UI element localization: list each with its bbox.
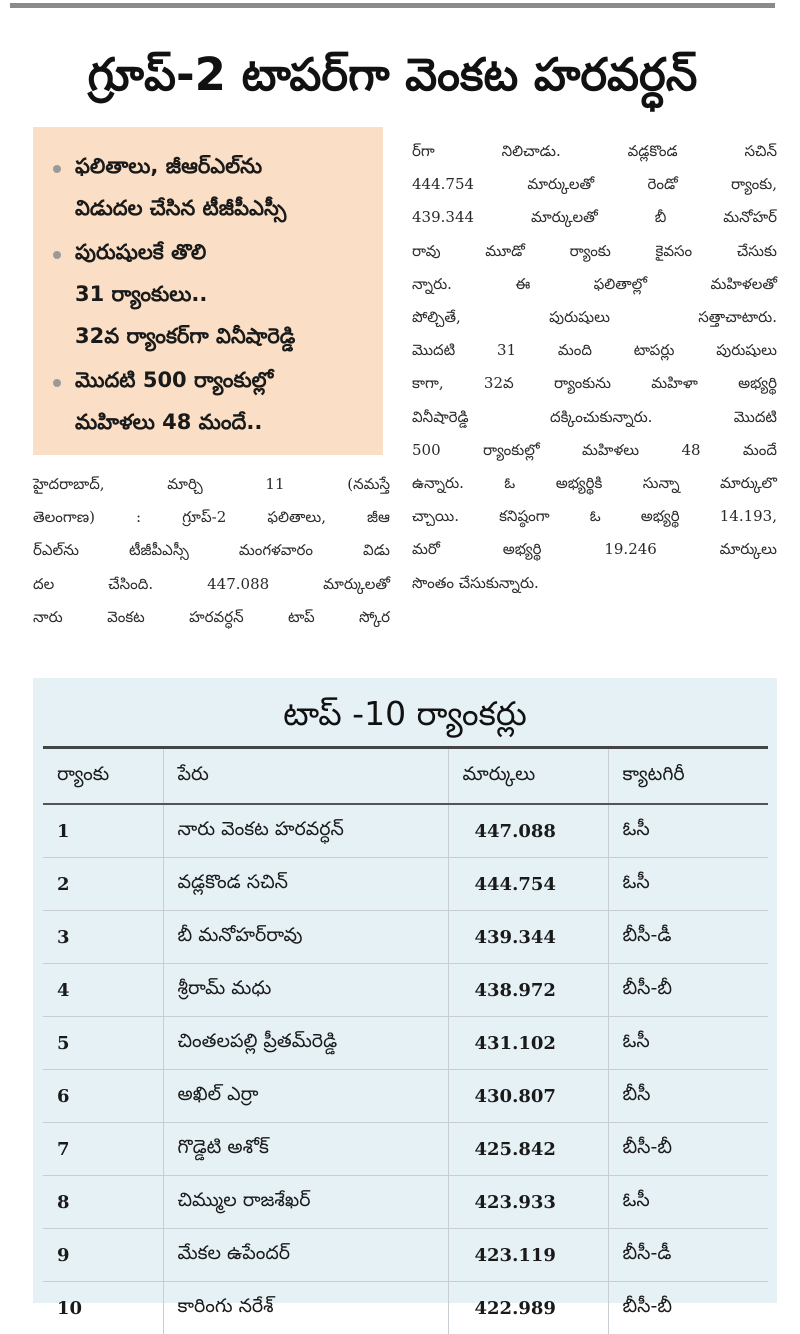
rank-cell: 5 xyxy=(43,1017,163,1070)
name-cell: చింతలపల్లి ప్రీతమ్‌రెడ్డి xyxy=(163,1017,448,1070)
table-row xyxy=(43,858,768,911)
rank-cell: 1 xyxy=(43,804,163,858)
article-column-left xyxy=(33,468,390,634)
highlight-item xyxy=(53,359,375,443)
table-row xyxy=(43,1176,768,1229)
article-line: కాగా, 32వ ర్యాంకును మహిళా అభ్యర్థి xyxy=(412,367,777,400)
highlight-line: విడుదల చేసిన టీజీపీఎస్సీ xyxy=(75,187,375,229)
name-cell: చిమ్ముల రాజశేఖర్‌ xyxy=(163,1176,448,1229)
rank-cell: 2 xyxy=(43,858,163,911)
rank-cell: 6 xyxy=(43,1070,163,1123)
marks-cell: 425.842 xyxy=(448,1123,608,1176)
category-cell: బీసీ-బీ xyxy=(608,1282,768,1334)
article-line: 500 ర్యాంకుల్లో మహిళలు 48 మందే xyxy=(412,434,777,467)
rank-cell: 4 xyxy=(43,964,163,1017)
highlight-line: 31 ర్యాంకులు.. xyxy=(75,273,375,315)
marks-cell: 444.754 xyxy=(448,858,608,911)
article-line: ర్‌ఎల్‌ను టీజీపీఎస్సీ మంగళవారం విడు xyxy=(33,534,390,567)
marks-cell: 430.807 xyxy=(448,1070,608,1123)
marks-cell: 423.933 xyxy=(448,1176,608,1229)
category-cell: బీసీ-డీ xyxy=(608,1229,768,1282)
highlight-line: మొదటి 500 ర్యాంకుల్లో xyxy=(75,359,375,401)
highlight-line: ఫలితాలు, జీఆర్‌ఎల్‌ను xyxy=(75,145,375,187)
highlight-line: మహిళలు 48 మందే.. xyxy=(75,401,375,443)
rank-cell: 8 xyxy=(43,1176,163,1229)
marks-cell: 423.119 xyxy=(448,1229,608,1282)
article-line: 444.754 మార్కులతో రెండో ర్యాంకు, xyxy=(412,168,777,201)
article-line: వినీషారెడ్డి దక్కించుకున్నారు. మొదటి xyxy=(412,401,777,434)
category-cell: బీసీ-డీ xyxy=(608,911,768,964)
table-row xyxy=(43,964,768,1017)
rank-cell: 3 xyxy=(43,911,163,964)
bullet-icon xyxy=(53,165,61,173)
article-line: పోల్చితే, పురుషులు సత్తాచాటారు. xyxy=(412,301,777,334)
marks-cell: 422.989 xyxy=(448,1282,608,1334)
table-row xyxy=(43,1070,768,1123)
table-header-row xyxy=(43,749,768,804)
article-line: తెలంగాణ) : గ్రూప్‌-2 ఫలితాలు, జీఆ xyxy=(33,501,390,534)
article-line: మొదటి 31 మంది టాపర్లు పురుషులు xyxy=(412,334,777,367)
article-line: నారు వెంకట హరవర్ధన్‌ టాప్‌ స్కోర xyxy=(33,601,390,634)
article-line: 439.344 మార్కులతో బీ మనోహర్‌ xyxy=(412,201,777,234)
table-row xyxy=(43,1123,768,1176)
article-column-right xyxy=(412,135,777,600)
toppers-table-panel xyxy=(33,678,777,1303)
category-cell: ఓసీ xyxy=(608,1176,768,1229)
article-line: ర్‌గా నిలిచాడు. వడ్లకొండ సచిన్‌ xyxy=(412,135,777,168)
toppers-table xyxy=(43,749,768,1334)
top-rule xyxy=(10,3,775,8)
name-cell: అఖిల్‌ ఎర్రా xyxy=(163,1070,448,1123)
category-cell: బీసీ-బీ xyxy=(608,964,768,1017)
highlight-item xyxy=(53,231,375,357)
marks-cell: 431.102 xyxy=(448,1017,608,1070)
name-cell: నారు వెంకట హరవర్ధన్‌ xyxy=(163,804,448,858)
column-header-rank: ర్యాంకు xyxy=(43,749,163,804)
marks-cell: 439.344 xyxy=(448,911,608,964)
rank-cell: 9 xyxy=(43,1229,163,1282)
category-cell: ఓసీ xyxy=(608,1017,768,1070)
table-row xyxy=(43,1282,768,1334)
article-line: దల చేసింది. 447.088 మార్కులతో xyxy=(33,568,390,601)
category-cell: బీసీ xyxy=(608,1070,768,1123)
table-row xyxy=(43,1017,768,1070)
headline: గ్రూప్‌-2 టాపర్‌గా వెంకట హరవర్ధన్‌ xyxy=(10,30,775,120)
name-cell: కారింగు నరేశ్‌ xyxy=(163,1282,448,1334)
article-line: రావు మూడో ర్యాంకు కైవసం చేసుకు xyxy=(412,235,777,268)
name-cell: గొడ్డెటి అశోక్‌ xyxy=(163,1123,448,1176)
article-line: చ్చాయి. కనిష్ఠంగా ఓ అభ్యర్థి 14.193, xyxy=(412,500,777,533)
table-row xyxy=(43,1229,768,1282)
name-cell: వడ్లకొండ సచిన్‌ xyxy=(163,858,448,911)
marks-cell: 438.972 xyxy=(448,964,608,1017)
rank-cell: 10 xyxy=(43,1282,163,1334)
name-cell: శ్రీరామ్‌ మధు xyxy=(163,964,448,1017)
table-row xyxy=(43,804,768,858)
bullet-icon xyxy=(53,379,61,387)
table-title: టాప్‌ -10 ర్యాంకర్లు xyxy=(33,686,777,742)
article-line: హైదరాబాద్‌, మార్చి 11 (నమస్తే xyxy=(33,468,390,501)
article-line: మరో అభ్యర్థి 19.246 మార్కులు xyxy=(412,533,777,566)
name-cell: బీ మనోహర్‌రావు xyxy=(163,911,448,964)
bullet-icon xyxy=(53,251,61,259)
highlight-line: పురుషులకే తొలి xyxy=(75,231,375,273)
category-cell: బీసీ-బీ xyxy=(608,1123,768,1176)
highlights-box xyxy=(33,127,383,455)
highlight-item xyxy=(53,145,375,229)
marks-cell: 447.088 xyxy=(448,804,608,858)
category-cell: ఓసీ xyxy=(608,804,768,858)
category-cell: ఓసీ xyxy=(608,858,768,911)
article-line: ఉన్నారు. ఓ అభ్యర్థికి సున్నా మార్కులొ xyxy=(412,467,777,500)
name-cell: మేకల ఉపేందర్‌ xyxy=(163,1229,448,1282)
table-row xyxy=(43,911,768,964)
column-header-name: పేరు xyxy=(163,749,448,804)
rank-cell: 7 xyxy=(43,1123,163,1176)
article-line: సొంతం చేసుకున్నారు. xyxy=(412,567,777,600)
highlight-line: 32వ ర్యాంకర్‌గా వినీషారెడ్డి xyxy=(75,315,375,357)
column-header-category: క్యాటగిరీ xyxy=(608,749,768,804)
article-line: న్నారు. ఈ ఫలితాల్లో మహిళలతో xyxy=(412,268,777,301)
column-header-marks: మార్కులు xyxy=(448,749,608,804)
